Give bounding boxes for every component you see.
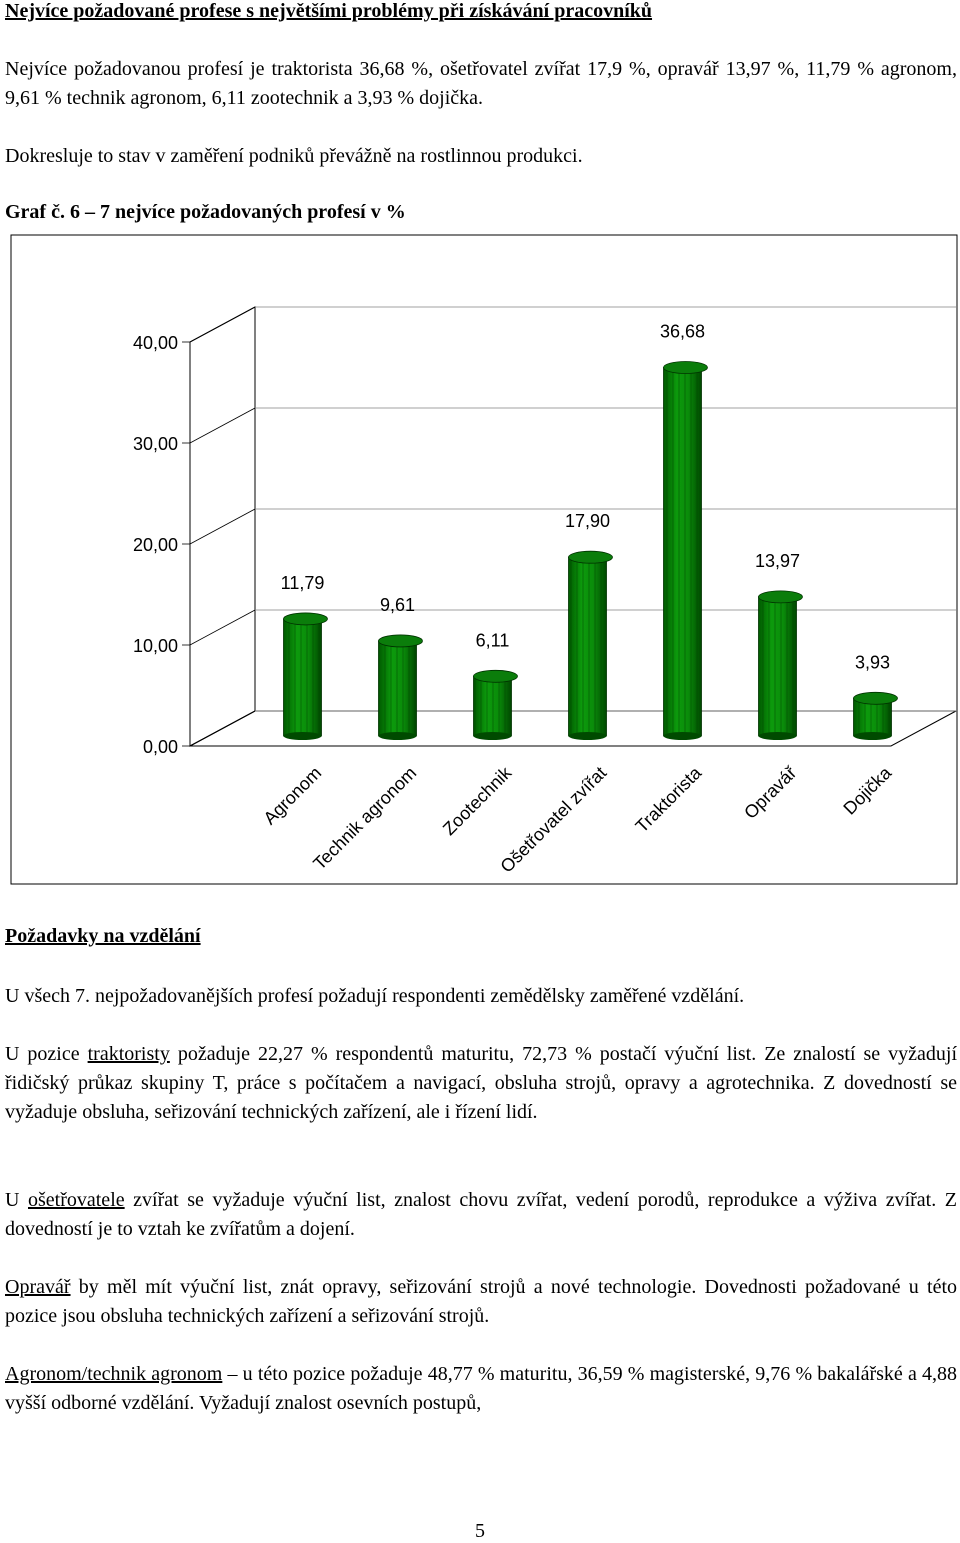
bar-texture [569, 557, 607, 736]
section-heading: Nejvíce požadované profese s největšími problémy při získávání pracovníků [5, 0, 653, 22]
bar-chart [10, 234, 958, 885]
bar-top [379, 635, 423, 647]
text-body: požaduje 22,27 % respondentů maturitu, 72,73 % postačí výuční list. Ze znalostí se vyžadují řidičský průkaz skupiny T, práce s počítačem a navigací, obsluha strojů, opravy a agrotechnika. Z dovedností se vyžaduje obsluha, seřizování technických zařízení, ale i řízení lidí. [5, 1043, 957, 1123]
agronomist-link: Agronom/technik agronom [5, 1363, 223, 1385]
value-label: 17,90 [564, 511, 611, 532]
bar-texture [284, 619, 322, 736]
category-label: Dojička [839, 762, 896, 819]
education-heading: Požadavky na vzdělání [5, 925, 201, 947]
category-label: Zootechnik [438, 762, 516, 840]
education-paragraph-5 [5, 1360, 957, 1418]
chart-container [10, 234, 958, 885]
bar-top [284, 613, 328, 625]
intro-paragraph-2: Dokresluje to stav v zaměření podniků převážně na rostlinnou produkci. [5, 145, 583, 167]
bar-base [379, 732, 417, 740]
category-label: Ošetřovatel zvířat [496, 762, 611, 877]
bar-top [474, 670, 518, 682]
category-label: Technik agronom [309, 762, 421, 874]
bar-texture [474, 676, 512, 736]
bar-base [759, 732, 797, 740]
education-paragraph-1: U všech 7. nejpožadovanějších profesí požadují respondenti zemědělsky zaměřené vzdělání. [5, 985, 745, 1007]
y-tick-label: 40,00 [132, 333, 178, 353]
text-body: by měl mít výuční list, znát opravy, seřizování strojů a nové technologie. Dovednosti požadované u této pozice jsou obsluha technických zařízení a seřizování strojů. [5, 1276, 957, 1327]
value-label: 3,93 [854, 652, 891, 673]
bar-top [854, 692, 898, 704]
bar-base [569, 732, 607, 740]
text-prefix: U [5, 1189, 28, 1211]
bar-top [569, 551, 613, 563]
y-tick-label: 20,00 [132, 535, 178, 555]
category-label: Agronom [259, 762, 326, 829]
page-number: 5 [475, 1520, 485, 1542]
value-label: 11,79 [280, 572, 325, 593]
text-body: zvířat se vyžaduje výuční list, znalost chovu zvířat, vedení porodů, reprodukce a výživa zvířat. Z dovedností je to vztah ke zvířatům a dojení. [5, 1189, 957, 1240]
bar-texture [759, 597, 797, 736]
category-label: Opravář [740, 762, 801, 823]
bar-top [664, 362, 708, 374]
education-paragraph-2 [5, 1040, 957, 1127]
bar-base [664, 732, 702, 740]
value-label: 9,61 [379, 594, 416, 615]
bar-top [759, 591, 803, 603]
y-tick-label: 10,00 [132, 636, 178, 656]
y-tick-label: 0,00 [142, 737, 178, 757]
value-label: 6,11 [475, 630, 510, 651]
bar-base [854, 732, 892, 740]
education-paragraph-4 [5, 1273, 957, 1331]
text-body: – u této pozice požaduje 48,77 % maturitu, 36,59 % magisterské, 9,76 % bakalářské a 4,88 vyšší odborné vzdělání. Vyžadují znalost osevních postupů, [5, 1363, 957, 1414]
bar-base [474, 732, 512, 740]
intro-paragraph: Nejvíce požadovanou profesí je traktorista 36,68 %, ošetřovatel zvířat 17,9 %, opravář 13,97 %, 11,79 % agronom, 9,61 % technik agronom, 6,11 zootechnik a 3,93 % dojička. [5, 58, 957, 109]
text-prefix: U pozice [5, 1043, 88, 1065]
repairer-link: Opravář [5, 1276, 71, 1298]
tractor-driver-link: traktoristy [87, 1043, 170, 1065]
education-paragraph-3 [5, 1186, 957, 1244]
bar-texture [379, 641, 417, 736]
category-label: Traktorista [631, 762, 706, 837]
chart-caption: Graf č. 6 – 7 nejvíce požadovaných profesí v % [5, 201, 406, 223]
y-tick-label: 30,00 [132, 434, 178, 454]
value-label: 13,97 [754, 550, 801, 571]
animal-keeper-link: ošetřovatele [28, 1189, 125, 1211]
bar-texture [664, 368, 702, 736]
value-label: 36,68 [659, 321, 706, 342]
bar-base [284, 732, 322, 740]
